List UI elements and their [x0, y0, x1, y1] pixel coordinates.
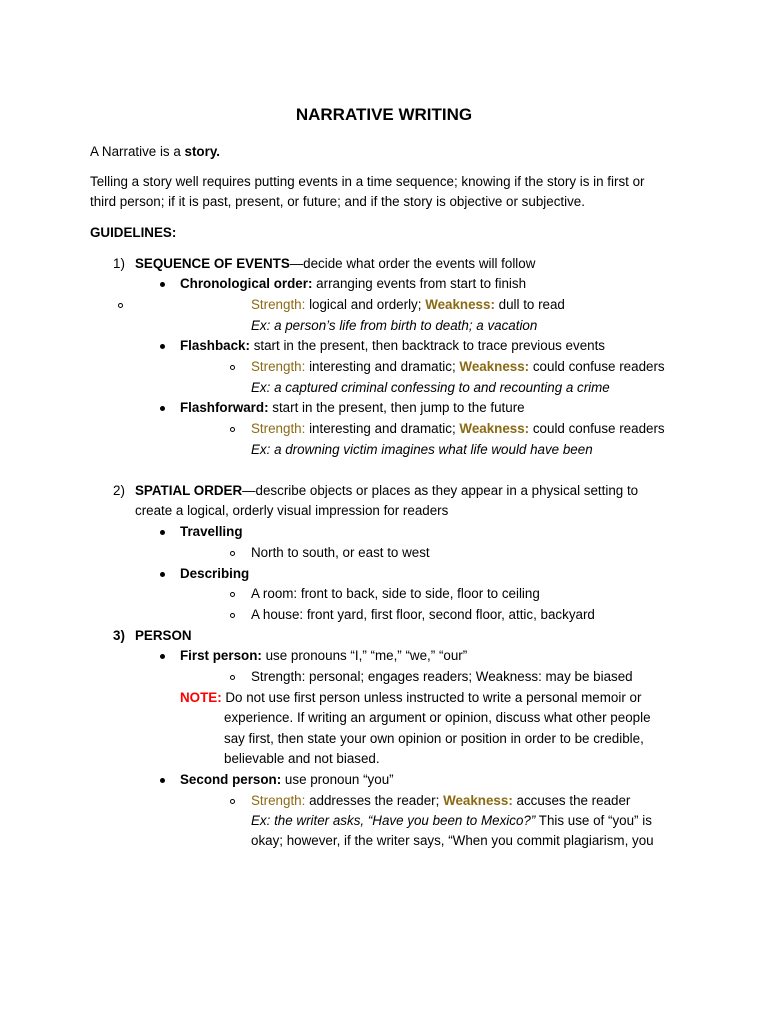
section2-heading [135, 481, 638, 501]
flashforward-example: Ex: a drowning victim imagines what life would have been [251, 442, 593, 457]
intro-bold: story. [184, 144, 220, 159]
bullet-icon [160, 530, 165, 535]
weakness-text: dull to read [494, 297, 565, 312]
travelling-sub: North to south, or east to west [251, 545, 430, 560]
strength-label: Strength: [251, 297, 306, 312]
chrono-example: Ex: a person’s life from birth to death; a vacation [251, 318, 538, 333]
bullet-icon [160, 406, 165, 411]
strength-text: logical and orderly; [305, 297, 426, 312]
section1-title: SEQUENCE OF EVENTS [135, 256, 290, 271]
flashback-label: Flashback: [180, 338, 250, 353]
second-person-example [251, 811, 652, 831]
first-person-text: use pronouns “I,” “me,” “we,” “our” [261, 648, 468, 663]
second-person-line2: okay; however, if the writer says, “When you commit plagiarism, you [251, 833, 654, 848]
second-person-label: Second person: [180, 772, 282, 787]
describing-sub-room: A room: front to back, side to side, floor to ceiling [251, 586, 540, 601]
sub-bullet-icon [230, 592, 235, 597]
flashback-example: Ex: a captured criminal confessing to and recounting a crime [251, 380, 610, 395]
section1-desc: —decide what order the events will follow [289, 256, 536, 271]
strength-label: Strength: [251, 359, 306, 374]
sub-bullet-icon [230, 675, 235, 680]
weakness-text: accuses the reader [512, 793, 631, 808]
strength-text: interesting and dramatic; [305, 421, 460, 436]
section3-title: PERSON [135, 628, 192, 643]
sub-bullet-icon [230, 799, 235, 804]
chrono-strength-line [251, 295, 565, 315]
note-line3: say first, then state your own opinion or position in order to be credible, [224, 731, 644, 746]
bullet-icon [160, 282, 165, 287]
second-person-strength-line [251, 791, 630, 811]
flashforward-text: start in the present, then jump to the future [268, 400, 525, 415]
note-line4: believable and not biased. [224, 751, 380, 766]
guidelines-heading: GUIDELINES: [90, 225, 177, 240]
note-label: NOTE: [180, 690, 222, 705]
section2-title: SPATIAL ORDER [135, 483, 243, 498]
flashforward-strength-line [251, 419, 665, 439]
chrono-item [180, 274, 526, 294]
section3-number: 3) [113, 628, 125, 643]
flashforward-item [180, 398, 525, 418]
weakness-text: could confuse readers [529, 359, 665, 374]
example-italic: Ex: the writer asks, “Have you been to Mexico?” [251, 813, 536, 828]
note-line1 [180, 688, 641, 708]
first-person-item [180, 646, 467, 666]
strength-text: addresses the reader; [305, 793, 444, 808]
section2-number: 2) [113, 483, 125, 498]
weakness-label: Weakness: [459, 359, 530, 374]
section1-number: 1) [113, 256, 125, 271]
sub-bullet-icon [230, 613, 235, 618]
example-rest: This use of “you” is [535, 813, 652, 828]
weakness-text: could confuse readers [529, 421, 665, 436]
strength-label: Strength: [251, 421, 306, 436]
bullet-icon [160, 572, 165, 577]
travelling-item: Travelling [180, 524, 243, 539]
note-text: Do not use first person unless instructed to write a personal memoir or [221, 690, 642, 705]
second-person-text: use pronoun “you” [281, 772, 394, 787]
flashback-strength-line [251, 357, 665, 377]
flashback-text: start in the present, then backtrack to trace previous events [249, 338, 606, 353]
bullet-icon [160, 654, 165, 659]
section2-line2: create a logical, orderly visual impression for readers [135, 503, 449, 518]
para1-line1: Telling a story well requires putting events in a time sequence; knowing if the story is in first or [90, 174, 645, 189]
intro-text: A Narrative is a [90, 144, 185, 159]
note-line2: experience. If writing an argument or opinion, discuss what other people [224, 710, 651, 725]
bullet-icon [160, 344, 165, 349]
flashforward-label: Flashforward: [180, 400, 269, 415]
para1-line2: third person; if it is past, present, or future; and if the story is objective or subjective. [90, 194, 585, 209]
flashback-item [180, 336, 605, 356]
describing-item: Describing [180, 566, 250, 581]
weakness-label: Weakness: [443, 793, 513, 808]
page-title: NARRATIVE WRITING [295, 105, 473, 124]
strength-label: Strength: [251, 793, 306, 808]
strength-text: interesting and dramatic; [305, 359, 460, 374]
weakness-label: Weakness: [459, 421, 530, 436]
chrono-text: arranging events from start to finish [312, 276, 527, 291]
second-person-item [180, 770, 394, 790]
intro-line [90, 142, 220, 162]
describing-sub-house: A house: front yard, first floor, second floor, attic, backyard [251, 607, 595, 622]
sub-bullet-icon [230, 551, 235, 556]
sub-bullet-icon [230, 427, 235, 432]
bullet-icon [160, 778, 165, 783]
sub-bullet-icon [118, 303, 123, 308]
chrono-label: Chronological order: [180, 276, 313, 291]
first-person-sub: Strength: personal; engages readers; Weakness: may be biased [251, 669, 633, 684]
section1-heading [135, 254, 535, 274]
first-person-label: First person: [180, 648, 262, 663]
sub-bullet-icon [230, 365, 235, 370]
weakness-label: Weakness: [425, 297, 495, 312]
section2-desc: —describe objects or places as they appear in a physical setting to [242, 483, 639, 498]
